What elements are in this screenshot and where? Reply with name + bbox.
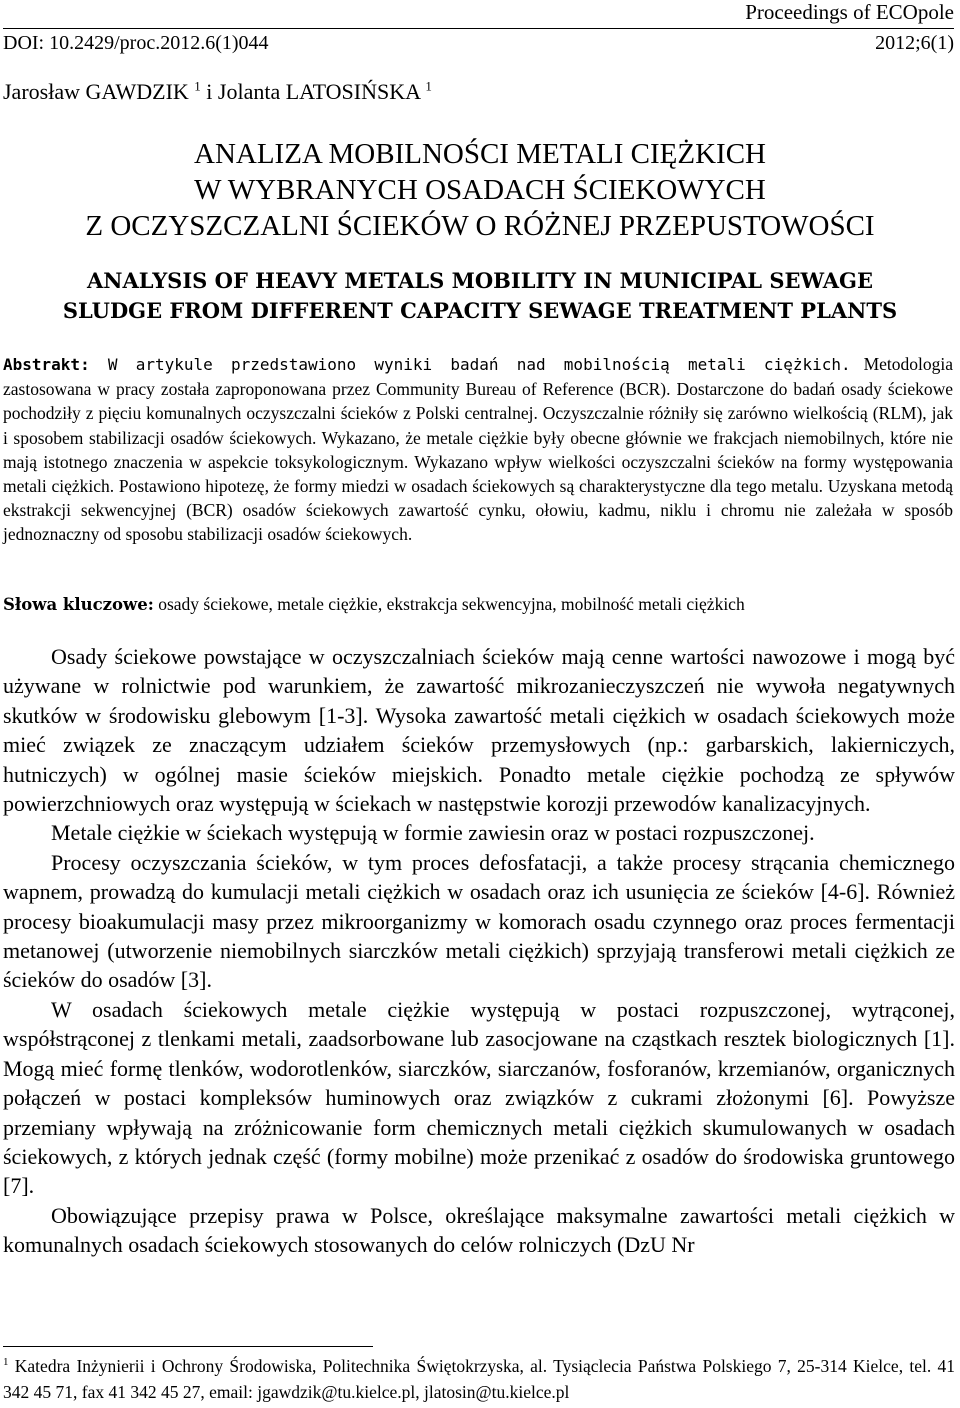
- body-paragraph: Obowiązujące przepisy prawa w Polsce, określające maksymalne zawartości metali ciężkich w komunalnych osadach ściekowych stosowanych do celów rolniczych (DzU Nr: [3, 1202, 955, 1258]
- author-conjunction: i: [206, 79, 213, 104]
- title-polish-line: ANALIZA MOBILNOŚCI METALI CIĘŻKICH: [194, 138, 766, 170]
- title-english: [0, 266, 960, 326]
- proceedings-name: Proceedings of ECOpole: [745, 0, 954, 24]
- title-english-line: ANALYSIS OF HEAVY METALS MOBILITY IN MUNICIPAL SEWAGE: [86, 268, 873, 293]
- footnote-divider: [3, 1346, 373, 1347]
- doi: DOI: 10.2429/proc.2012.6(1)044: [3, 32, 269, 54]
- keywords-text: osady ściekowe, metale ciężkie, ekstrakcja sekwencyjna, mobilność metali ciężkich: [158, 594, 745, 614]
- page-header: [3, 28, 954, 55]
- body-paragraph: Metale ciężkie w ściekach występują w formie zawiesin oraz w postaci rozpuszczonej.: [51, 820, 815, 846]
- abstract-text: Metodologia zastosowana w pracy została zaproponowana przez Community Bureau of Reference (BCR). Dostarczone do badań osady ściekowe pochodziły z pięciu komunalnych oczyszczalni ścieków z Polski centralnej. Oczyszczalnie różniły się zarówno wielkością (RLM), jak i sposobem stabilizacji osadów ściekowych. Wykazano, że metale ciężkie były obecne głównie we frakcjach niemobilnych, które nie mają istotnego znaczenia w aspekcie toksykologicznym. Wykazano wpływ wielkości oczyszczalni ścieków na formy występowania metali ciężkich. Postawiono hipotezę, że formy miedzi w osadach ściekowych są charakterystyczne dla tego metalu. Uzyskana metodą ekstrakcji sekwencyjnej (BCR) osadów ściekowych zawartość cynku, ołowiu, kadmu, niklu i chromu nie zależała w sposób jednoznaczny od sposobu stabilizacji osadów ściekowych.: [3, 354, 953, 545]
- title-polish: [0, 136, 960, 244]
- footnote: [3, 1353, 955, 1405]
- abstract-label: Abstrakt:: [3, 355, 90, 374]
- issue: 2012;6(1): [875, 32, 954, 54]
- footnote-text: Katedra Inżynierii i Ochrony Środowiska, Politechnika Świętokrzyska, al. Tysiąclecia Państwa Polskiego 7, 25-314 Kielce, tel. 41 342 45 71, fax 41 342 45 27, email: jgawdzik@tu.kielce.pl, jlatosin@tu.kielce.pl: [3, 1356, 956, 1402]
- author-2: Jolanta LATOSIŃSKA: [217, 79, 420, 104]
- abstract-lead: [3, 355, 851, 374]
- author-1: Jarosław GAWDZIK: [3, 79, 189, 104]
- body-paragraph: Procesy oczyszczania ścieków, w tym proces defosfatacji, a także procesy strącania chemicznego wapnem, prowadzą do kumulacji metali ciężkich w osadach oraz ich usunięcia ze ścieków [4-6]. Również procesy bioakumulacji masy przez mikroorganizmy w komorach osadu czynnego oraz proces fermentacji metanowej (utworzenie niemobilnych siarczków metali ciężkich) sprzyjają transferowi metali ciężkich ze ścieków do osadów [3].: [3, 849, 955, 993]
- body-paragraph: Osady ściekowe powstające w oczyszczalniach ścieków mają cenne wartości nawozowe i mogą być używane w rolnictwie pod warunkiem, że zawartość mikrozanieczyszczeń nie wywoła negatywnych skutków w środowisku glebowym [1-3]. Wysoka zawartość metali ciężkich w osadach ściekowych może mieć związek ze znaczącym udziałem ścieków przemysłowych (np.: garbarskich, lakierniczych, hutniczych) w ogólnej masie ścieków miejskich. Ponadto metale ciężkie pochodzą ze spływów powierzchniowych oraz występują w ściekach w następstwie korozji przewodów kanalizacyjnych.: [3, 644, 955, 817]
- body-paragraph: W osadach ściekowych metale ciężkie występują w postaci rozpuszczonej, wytrąconej, współstrąconej z tlenkami metali, zaadsorbowane lub zasocjowane na cząstkach resztek biologicznych [1]. Mogą mieć formę tlenków, wodorotlenków, siarczków, siarczanów, fosforanów, krzemianów, organicznych połączeń w postaci kompleksów huminowych oraz związków z cukrami złożonymi [6]. Powyższe przemiany wpływają na zróżnicowanie form chemicznych metali ciężkich skumulowanych w osadach ściekowych, z których jednak część (formy mobilne) może przenikać z osadów do środowiska gruntowego [7].: [3, 996, 955, 1199]
- abstract: [3, 352, 953, 547]
- title-polish-line: Z OCZYSZCZALNI ŚCIEKÓW O RÓŻNEJ PRZEPUSTOWOŚCI: [85, 210, 875, 242]
- keywords: [3, 592, 953, 617]
- keywords-label: Słowa kluczowe:: [3, 595, 154, 614]
- author-2-affiliation: 1: [425, 78, 432, 94]
- author-1-affiliation: 1: [194, 78, 201, 94]
- title-polish-line: W WYBRANYCH OSADACH ŚCIEKOWYCH: [194, 174, 766, 206]
- authors: [3, 78, 432, 106]
- body-text: [3, 642, 955, 1260]
- title-english-line: SLUDGE FROM DIFFERENT CAPACITY SEWAGE TREATMENT PLANTS: [62, 298, 898, 323]
- footnote-marker: 1: [3, 1356, 9, 1369]
- abstract-lead-text: W artykule przedstawiono wyniki badań nad mobilnością metali ciężkich.: [107, 355, 851, 374]
